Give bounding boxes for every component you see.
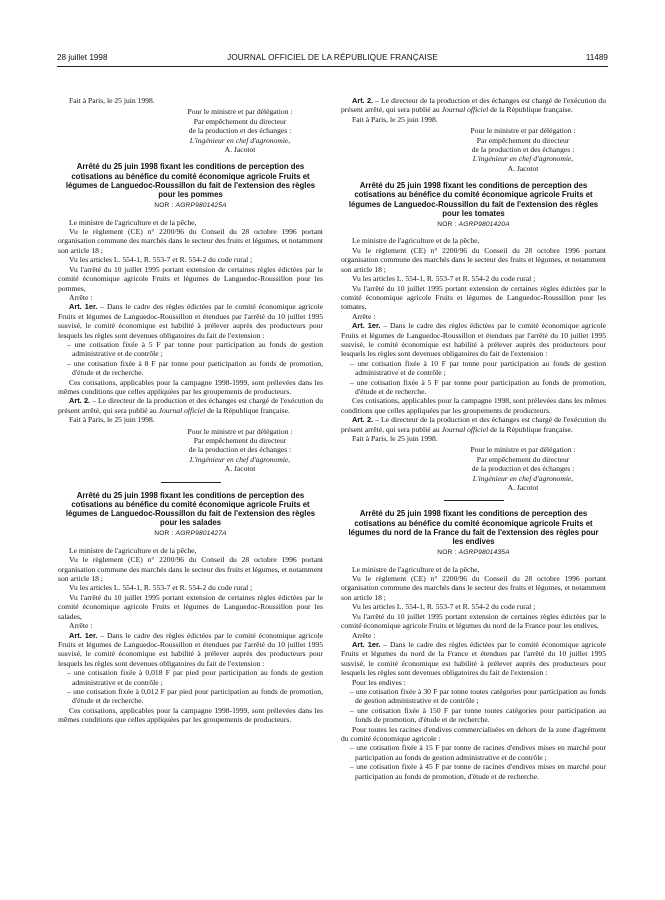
separator-rule (161, 482, 221, 483)
signature-block (341, 126, 606, 173)
fait-a-paris: Fait à Paris, le 25 juin 1998. (69, 415, 155, 425)
paragraph: Pour toutes les racines d'endives commercialisées en dehors de la zone d'agrément du comité économique agricole : (341, 724, 606, 743)
arrete-title-endives: Arrêté du 25 juin 1998 fixant les conditions de perception des cotisations au bénéfice du comité économique agricole Fruits et légumes du nord de la France du fait de l'extension des règles pour les endives (348, 509, 599, 547)
paragraph: Ces cotisations, applicables pour la campagne 1998, sont prélevées dans les mêmes conditions que celles appliquées par les groupements de producteurs. (341, 396, 606, 415)
list-item: – une cotisation fixée à 45 F par tonne de racines d'endives mises en marché pour participation au fonds de promotion, d'étude et de recherche. (350, 762, 606, 781)
paragraph: Vu l'arrêté du 10 juillet 1995 portant extension de certaines règles édictées par le comité économique agricole Fruits et légumes de Languedoc-Roussillon pour les salades, (58, 592, 323, 621)
list-item: – une cotisation fixée à 8 F par tonne pour participation au fonds de promotion, d'étude et de recherche. (67, 358, 323, 378)
sig-name: A. Jacotot (224, 464, 256, 474)
paragraph: Vu l'arrêté du 10 juillet 1995 portant extension de certaines règles édictées par le comité économique agricole Fruits et légumes de Languedoc-Roussillon pour les pommes, (58, 264, 323, 293)
arrete-title-pommes: Arrêté du 25 juin 1998 fixant les conditions de perception des cotisations au bénéfice du comité économique agricole Fruits et légumes de Languedoc-Roussillon du fait de l'extension des règles pour les pommes (65, 162, 316, 200)
article-2: Art. 2. – Le directeur de la production et des échanges est chargé de l'exécution du présent arrêté, qui sera publié au Journal officiel de la République française. (341, 96, 606, 115)
page-header (57, 53, 608, 65)
nor-reference: NOR : AGRP9801435A (437, 549, 510, 557)
signature-block (58, 427, 323, 474)
article-1: Art. 1er. – Dans le cadre des règles édictées par le comité économique agricole Fruits et légumes du nord de la France et étendues par l'arrêté du 10 juillet 1995 susvisé, le comité économique est habilité à prélever auprès des producteurs pour lesquels les règles sont devenues obligatoires du fait de l'extension : (341, 639, 606, 678)
header-page-number: 11489 (585, 53, 608, 62)
sig-line: Pour le ministre et par délégation : (187, 426, 293, 436)
sig-line: L'ingénieur en chef d'agronomie, (472, 154, 574, 164)
signature-block (58, 107, 323, 154)
sig-line: Pour le ministre et par délégation : (187, 107, 293, 117)
sig-name: A. Jacotot (507, 483, 539, 493)
arrete-heading: Arrête : (69, 292, 93, 302)
paragraph: Le ministre de l'agriculture et de la pêche, (69, 545, 197, 555)
left-column (58, 96, 323, 725)
paragraph: Le ministre de l'agriculture et de la pêche, (69, 217, 197, 227)
sig-line: Par empêchement du directeur (193, 436, 287, 445)
paragraph: Pour les endives : (352, 677, 406, 687)
paragraph: Le ministre de l'agriculture et de la pêche, (352, 564, 480, 574)
paragraph: Le ministre de l'agriculture et de la pêche, (352, 236, 480, 246)
header-title: JOURNAL OFFICIEL DE LA RÉPUBLIQUE FRANÇAISE (227, 53, 438, 62)
separator-rule (444, 500, 504, 501)
arrete-title-tomates: Arrêté du 25 juin 1998 fixant les conditions de perception des cotisations au bénéfice du comité économique agricole Fruits et légumes de Languedoc-Roussillon du fait de l'extension des règles pour les tomates (348, 181, 599, 218)
list-item: – une cotisation fixée à 5 F par tonne pour participation au fonds de gestion administrative et de contrôle ; (67, 339, 323, 359)
paragraph: Vu les articles L. 554-1, R. 553-7 et R. 554-2 du code rural ; (69, 583, 253, 593)
fait-a-paris: Fait à Paris, le 25 juin 1998. (352, 114, 438, 124)
sig-name: A. Jacotot (224, 145, 256, 155)
paragraph: Vu les articles L. 554-1, R. 553-7 et R. 554-2 du code rural ; (69, 255, 253, 265)
sig-line: de la production et des échanges : (188, 445, 292, 455)
header-rule (57, 66, 608, 67)
paragraph: Ces cotisations, applicables pour la campagne 1998-1999, sont prélevées dans les mêmes conditions que celles appliquées par les groupements de producteurs. (58, 377, 323, 396)
sig-line: L'ingénieur en chef d'agronomie, (189, 454, 291, 464)
paragraph: Vu l'arrêté du 10 juillet 1995 portant extension de certaines règles édictées par le comité économique agricole Fruits et légumes de Languedoc-Roussillon pour les tomates, (341, 283, 606, 312)
fait-a-paris: Fait à Paris, le 25 juin 1998. (352, 434, 438, 443)
list-item: – une cotisation fixée à 10 F par tonne pour participation au fonds de gestion administrative et de contrôle ; (350, 358, 606, 378)
nor-reference: NOR : AGRP9801420A (437, 221, 510, 229)
sig-line: Par empêchement du directeur (193, 116, 287, 126)
sig-line: Par empêchement du directeur (476, 454, 570, 464)
list-item: – une cotisation fixée à 5 F par tonne pour participation au fonds de promotion, d'étude et de recherche. (350, 377, 606, 396)
sig-line: de la production et des échanges : (471, 464, 575, 474)
sig-line: L'ingénieur en chef d'agronomie, (472, 473, 574, 483)
nor-reference: NOR : AGRP9801427A (154, 530, 227, 538)
paragraph: Vu l'arrêté du 10 juillet 1995 portant extension de certaines règles édictées par le comité économique agricole Fruits et légumes du nord de la France pour les endives, (341, 611, 606, 631)
list-item: – une cotisation fixée à 150 F par tonne toutes catégories pour participation au fonds de promotion, d'étude et de recherche. (350, 705, 606, 725)
sig-name: A. Jacotot (507, 163, 539, 173)
sig-line: Par empêchement du directeur (476, 135, 570, 145)
paragraph: Vu le règlement (CE) n° 2200/96 du Conseil du 28 octobre 1996 portant organisation commune des marchés dans le secteur des fruits et légumes, et notamment son article 18 ; (58, 227, 323, 255)
arrete-heading: Arrête : (352, 630, 376, 640)
fait-a-paris: Fait à Paris, le 25 juin 1998. (69, 96, 155, 105)
paragraph: Vu le règlement (CE) n° 2200/96 du Conseil du 28 octobre 1996 portant organisation commune des marchés dans le secteur des fruits et légumes, et notamment son article 18 ; (341, 574, 606, 602)
arrete-title-salades: Arrêté du 25 juin 1998 fixant les conditions de perception des cotisations au bénéfice du comité économique agricole Fruits et légumes de Languedoc-Roussillon du fait de l'extension des règles pour les salades (65, 490, 316, 528)
paragraph: Vu les articles L. 554-1, R. 553-7 et R. 554-2 du code rural ; (352, 602, 536, 612)
paragraph: Vu le règlement (CE) n° 2200/96 du Conseil du 28 octobre 1996 portant organisation commune des marchés dans le secteur des fruits et légumes, et notamment son article 18 ; (58, 555, 323, 584)
arrete-heading: Arrête : (69, 621, 93, 631)
article-2: Art. 2. – Le directeur de la production et des échanges est chargé de l'exécution du présent arrêté, qui sera publié au Journal officiel de la République française. (341, 415, 606, 434)
list-item: – une cotisation fixée à 15 F par tonne de racines d'endives mises en marché pour participation au fonds de gestion administrative et de contrôle ; (350, 743, 606, 762)
signature-block (341, 445, 606, 492)
article-2: Art. 2. – Le directeur de la production et des échanges est chargé de l'exécution du présent arrêté, qui sera publié au Journal officiel de la République française. (58, 396, 323, 415)
paragraph: Vu le règlement (CE) n° 2200/96 du Conseil du 28 octobre 1996 portant organisation commune des marchés dans le secteur des fruits et légumes, et notamment son article 18 ; (341, 245, 606, 274)
paragraph: Vu les articles L. 554-1, R. 553-7 et R. 554-2 du code rural ; (352, 274, 536, 284)
paragraph: Ces cotisations, applicables pour la campagne 1998-1999, sont prélevées dans les mêmes conditions que celles appliquées par les groupements de producteurs. (58, 705, 323, 725)
nor-reference: NOR : AGRP9801425A (154, 202, 227, 210)
arrete-heading: Arrête : (352, 311, 376, 321)
right-column (341, 96, 606, 781)
header-date: 28 juillet 1998 (57, 53, 108, 62)
sig-line: de la production et des échanges : (471, 145, 575, 155)
sig-line: Pour le ministre et par délégation : (470, 126, 576, 136)
list-item: – une cotisation fixée à 0,012 F par pied pour participation au fonds de promotion, d'étude et de recherche. (67, 686, 323, 706)
list-item: – une cotisation fixée à 30 F par tonne toutes catégories pour participation au fonds de gestion administrative et de contrôle ; (350, 686, 606, 706)
sig-line: Pour le ministre et par délégation : (470, 445, 576, 455)
article-1: Art. 1er. – Dans le cadre des règles édictées par le comité économique agricole Fruits et légumes de Languedoc-Roussillon et étendues par l'arrêté du 10 juillet 1995 susvisé, le comité économique est habilité à prélever auprès des producteurs pour lesquels les règles sont devenues obligatoires du fait de l'extension : (58, 630, 323, 668)
sig-line: de la production et des échanges : (188, 126, 292, 136)
list-item: – une cotisation fixée à 0,018 F par pied pour participation au fonds de gestion administrative et de contrôle ; (67, 668, 323, 687)
article-1: Art. 1er. – Dans le cadre des règles édictées par le comité économique agricole Fruits et légumes de Languedoc-Roussillon et étendues par l'arrêté du 10 juillet 1995 susvisé, le comité économique est habilité à prélever auprès des producteurs pour lesquels les règles sont devenues obligatoires du fait de l'extension : (58, 302, 323, 340)
article-1: Art. 1er. – Dans le cadre des règles édictées par le comité économique agricole Fruits et légumes de Languedoc-Roussillon et étendues par l'arrêté du 10 juillet 1995 susvisé, le comité économique est habilité à prélever auprès des producteurs pour lesquels les règles sont devenues obligatoires du fait de l'extension : (341, 321, 606, 359)
sig-line: L'ingénieur en chef d'agronomie, (189, 135, 291, 145)
